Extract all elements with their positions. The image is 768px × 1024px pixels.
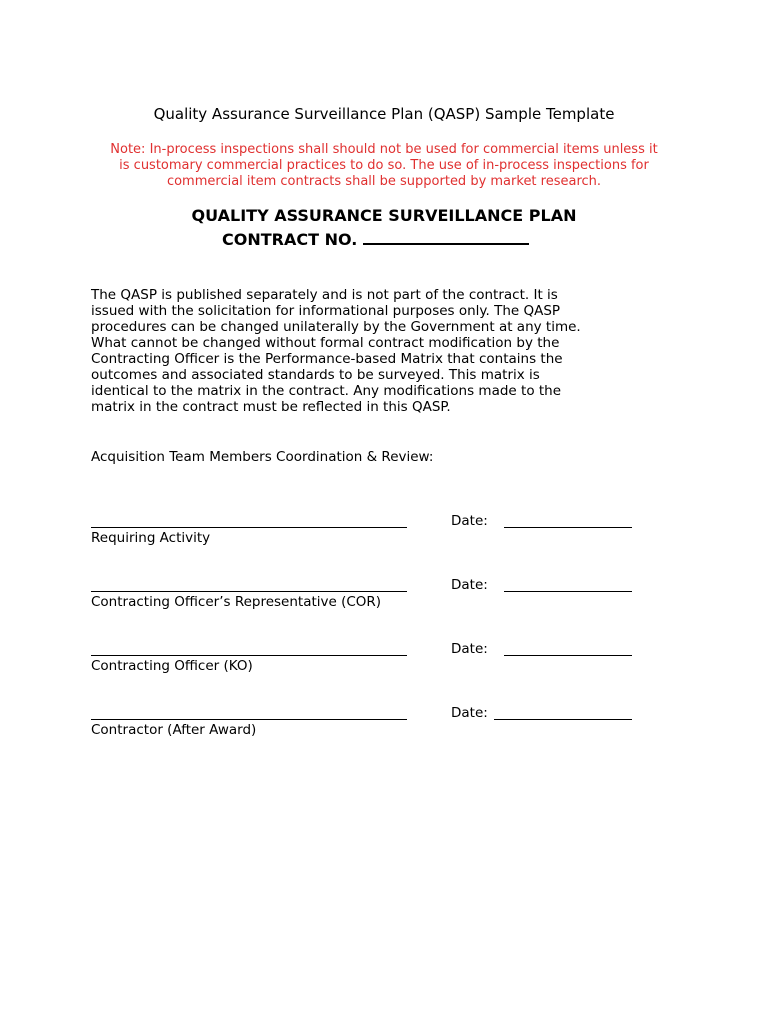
red-note (80, 142, 688, 190)
signature-label: Contracting Officer’s Representative (COR) (91, 594, 382, 610)
signature-line (91, 655, 407, 656)
date-line (504, 527, 632, 528)
signature-line (91, 527, 407, 528)
paragraph-line: What cannot be changed without formal contract modification by the (91, 335, 560, 351)
paragraph-line: matrix in the contract must be reflected in this QASP. (91, 399, 451, 415)
paragraph-line: issued with the solicitation for informational purposes only. The QASP (91, 303, 561, 319)
signature-line (91, 719, 407, 720)
signature-label: Contracting Officer (KO) (91, 658, 253, 674)
signature-line (91, 591, 407, 592)
contract-number-line (222, 228, 529, 250)
contract-number-blank (363, 228, 529, 245)
contract-number-label: CONTRACT NO. (222, 230, 358, 249)
date-label: Date: (451, 641, 488, 657)
coordination-heading: Acquisition Team Members Coordination & Review: (91, 449, 434, 465)
signature-label: Contractor (After Award) (91, 722, 257, 738)
date-line (504, 655, 632, 656)
signature-label: Requiring Activity (91, 530, 211, 546)
date-label: Date: (451, 577, 488, 593)
date-label: Date: (451, 705, 488, 721)
date-line (494, 719, 632, 720)
signature-block-cor (91, 577, 651, 611)
date-label: Date: (451, 513, 488, 529)
qasp-description-paragraph (91, 287, 661, 415)
signature-block-contractor (91, 705, 651, 739)
date-line (504, 591, 632, 592)
paragraph-line: identical to the matrix in the contract. Any modifications made to the (91, 383, 562, 399)
paragraph-line: outcomes and associated standards to be surveyed. This matrix is (91, 367, 540, 383)
paragraph-line: procedures can be changed unilaterally by the Government at any time. (91, 319, 581, 335)
paragraph-line: The QASP is published separately and is not part of the contract. It is (91, 287, 558, 303)
main-heading: QUALITY ASSURANCE SURVEILLANCE PLAN (191, 206, 577, 225)
note-line: Note: In-process inspections shall should not be used for commercial items unless it (110, 142, 658, 157)
paragraph-line: Contracting Officer is the Performance-based Matrix that contains the (91, 351, 563, 367)
signature-block-ko (91, 641, 651, 675)
signature-block-requiring-activity (91, 513, 651, 547)
note-line: commercial item contracts shall be supported by market research. (166, 174, 602, 189)
document-title: Quality Assurance Surveillance Plan (QASP) Sample Template (153, 105, 615, 123)
note-line: is customary commercial practices to do so. The use of in-process inspections for (119, 158, 649, 173)
